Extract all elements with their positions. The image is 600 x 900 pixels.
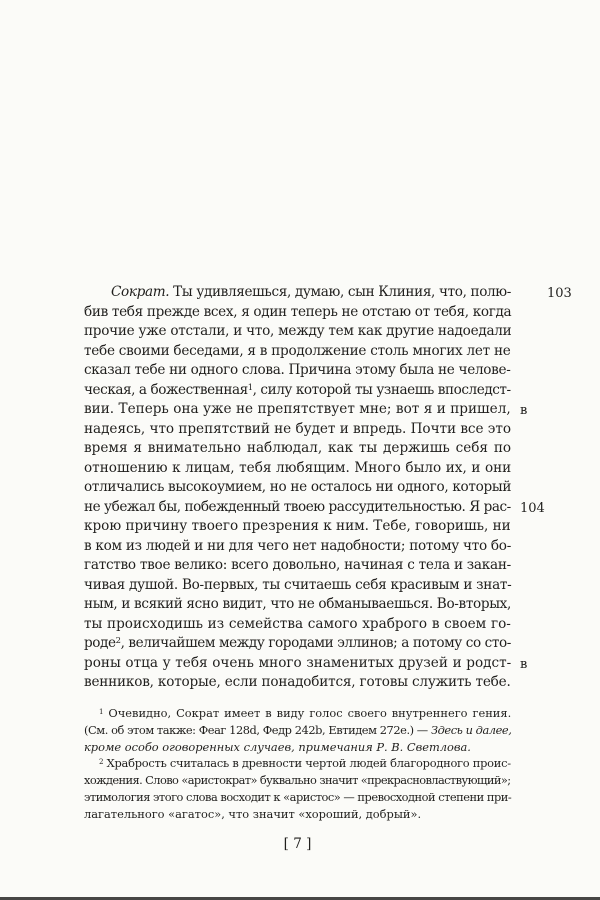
footnote-ref: 1 xyxy=(247,381,253,392)
line-text: надеясь, что препятствий не будет и впредь. Почти все это xyxy=(84,420,512,437)
stephanus-margin-label: 104 xyxy=(520,500,545,516)
stephanus-margin-label: в xyxy=(520,403,528,418)
text-line xyxy=(84,755,511,772)
text-line xyxy=(84,303,511,323)
text-line xyxy=(84,478,511,498)
text-line xyxy=(84,498,545,518)
text-line xyxy=(84,517,511,537)
text-line xyxy=(84,654,528,674)
line-text: не убежал бы, побежденный твоею рассудительностью. Я рас- xyxy=(84,498,511,515)
line-text: вии. Теперь она уже не препятствует мне; вот я и пришел, xyxy=(84,401,511,417)
line-text: $^2$ Храбрость считалась в древности чертой людей благородного проис- xyxy=(99,756,511,771)
text-line xyxy=(84,381,511,401)
main-text xyxy=(84,283,572,693)
line-text: роде$^2$, величайшем между городами эллинов; а потому со сто- xyxy=(84,635,511,651)
text-line xyxy=(84,673,511,693)
line-text: тебе своими беседами, я в продолжение столь многих лет не xyxy=(84,342,511,359)
text-line xyxy=(84,556,511,576)
line-text: лагательного «агатос», что значит «хороший, добрый». xyxy=(84,806,422,821)
text-line xyxy=(84,705,511,722)
line-text: прочие уже отстали, и что, между тем как другие надоедали xyxy=(84,323,512,339)
text-line xyxy=(84,634,511,654)
line-text: отношению к лицам, тебя любящим. Много было их, и они xyxy=(84,459,512,476)
text-line xyxy=(84,595,511,615)
text-line xyxy=(84,722,511,739)
text-line xyxy=(84,739,511,756)
text-line xyxy=(84,322,511,342)
text-line xyxy=(84,361,511,381)
text-line xyxy=(84,459,511,479)
text-line xyxy=(84,283,572,303)
line-text: ты происходишь из семейства самого храброго в своем го- xyxy=(84,615,511,632)
text-line xyxy=(84,400,528,420)
text-line xyxy=(84,772,511,789)
text-line xyxy=(84,576,511,596)
line-text: хождения. Слово «аристократ» буквально значит «прекрасновластвующий»; xyxy=(84,773,511,788)
text-line xyxy=(84,806,511,823)
text-line xyxy=(84,342,511,362)
line-text: Сократ. Ты удивляешься, думаю, сын Клиния, что, полю- xyxy=(111,284,512,300)
text-line xyxy=(84,420,511,440)
text-line xyxy=(84,615,511,635)
footnote-ref: 2 xyxy=(99,757,104,767)
line-text: венников, которые, если понадобится, готовы служить тебе. xyxy=(84,674,511,690)
line-text: сказал тебе ни одного слова. Причина этому была не челове- xyxy=(84,362,511,378)
stephanus-margin-label: 103 xyxy=(547,286,572,301)
line-text: бив тебя прежде всех, я один теперь не отстаю от тебя, когда xyxy=(84,303,512,320)
line-text: $^1$ Очевидно, Сократ имеет в виду голос своего внутреннего гения. xyxy=(99,706,512,720)
line-text: (См. об этом также: Феаг 128d, Федр 242b, Евтидем 272e.) — Здесь и далее, xyxy=(84,722,512,737)
line-text: этимология этого слова восходит к «аристос» — превосходной степени при- xyxy=(84,789,512,804)
line-text: ческая, а божественная$^1$, силу которой ты узнаешь впоследст- xyxy=(84,381,511,398)
line-text: крою причину твоего презрения к ним. Тебе, говоришь, ни xyxy=(84,518,511,534)
line-text: гатство твое велико: всего довольно, начиная с тела и закан- xyxy=(84,557,511,573)
line-text: отличались высокоумием, но не осталось ни одного, который xyxy=(84,479,512,495)
text-line xyxy=(84,789,511,806)
line-text: в ком из людей и ни для чего нет надобности; потому что бо- xyxy=(84,537,512,554)
footnotes xyxy=(84,705,511,823)
text-line xyxy=(84,439,511,459)
line-text: чивая душой. Во-первых, ты считаешь себя красивым и знат- xyxy=(84,576,512,593)
line-text: роны отца у тебя очень много знаменитых друзей и родст- xyxy=(84,654,512,671)
line-text: время я внимательно наблюдал, как ты держишь себя по xyxy=(84,440,512,456)
page-number: [ 7 ] xyxy=(283,836,312,852)
line-text: кроме особо оговоренных случаев, примечания Р. В. Светлова. xyxy=(84,739,471,754)
footnote-ref: 2 xyxy=(115,635,121,646)
footnote-ref: 1 xyxy=(99,706,104,716)
stephanus-margin-label: в xyxy=(520,656,528,672)
line-text: ным, и всякий ясно видит, что не обманываешься. Во-вторых, xyxy=(84,596,511,612)
text-line xyxy=(84,537,511,557)
